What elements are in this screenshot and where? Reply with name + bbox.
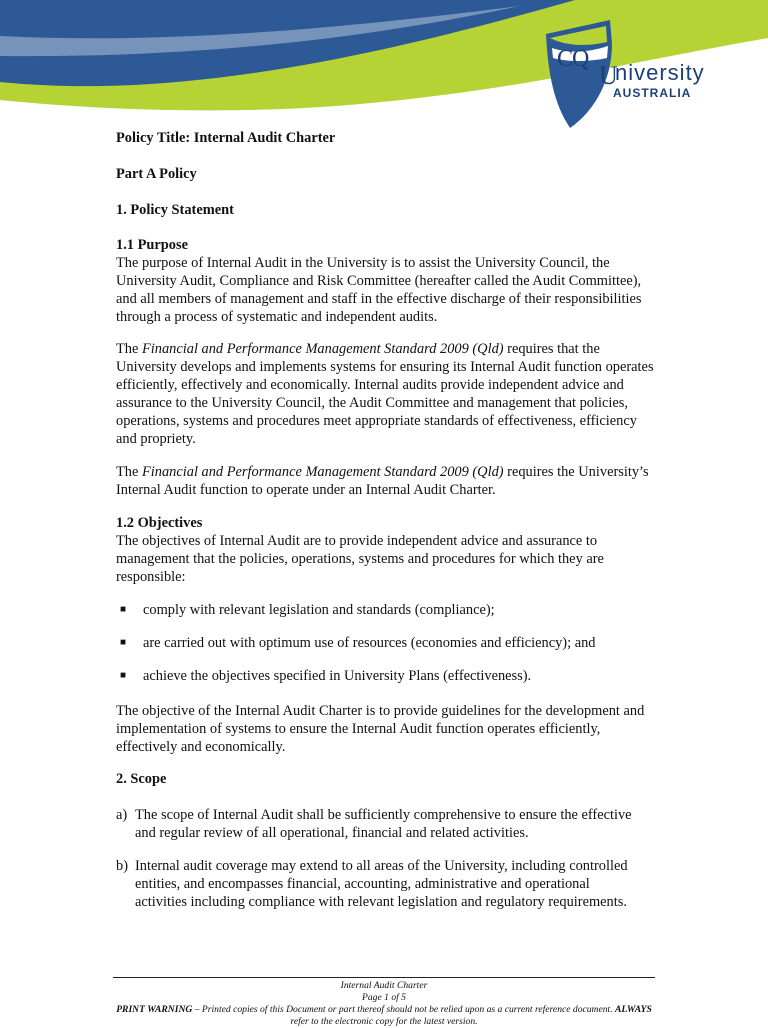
footer-page-number: Page 1 of 5 [362, 992, 406, 1003]
part-heading: Part A Policy [116, 166, 197, 182]
bullet-text: achieve the objectives specified in University Plans (effectiveness). [143, 668, 532, 684]
scope-item-text: The scope of Internal Audit shall be sufficiently comprehensive to ensure the effective and regular review of all operational, financial and related activities. [135, 807, 632, 841]
bullet-icon: ■ [120, 670, 127, 681]
footer-divider [113, 977, 655, 978]
purpose-paragraph: The purpose of Internal Audit in the University is to assist the University Council, the University Audit, Compliance and Risk Committee (hereafter called the Audit Committee), and all members of management and staff in the effective discharge of their responsibilities through a process of systematic and independent audits. [116, 255, 642, 325]
bullet-icon: ■ [120, 604, 127, 615]
fpms-p2-pre: The [116, 464, 142, 480]
footer-doc-title: Internal Audit Charter [340, 980, 428, 991]
section-2-heading: 2. Scope [116, 771, 167, 787]
fpms-p1-pre: The [116, 341, 142, 357]
bullet-text: are carried out with optimum use of resources (economies and efficiency); and [143, 635, 596, 651]
policy-title: Policy Title: Internal Audit Charter [116, 130, 336, 146]
logo-niversity-text: niversity [615, 60, 705, 85]
fpms-paragraph-1 [116, 340, 656, 448]
page-footer [113, 980, 655, 1028]
fpms-p2-post: requires the University’s Internal Audit function to operate under an Internal Audit Charter. [116, 464, 649, 498]
objectives-paragraph: The objectives of Internal Audit are to provide independent advice and assurance to management that the policies, operations, systems and procedures for which they are responsible: [116, 533, 604, 585]
bullet-icon: ■ [120, 637, 127, 648]
logo-australia-text: AUSTRALIA [613, 86, 692, 100]
print-warning-label: PRINT WARNING [116, 1004, 193, 1015]
scope-item-label: b) [116, 858, 128, 874]
print-warning-always: ALWAYS [615, 1004, 652, 1015]
print-warning-text: – Printed copies of this Document or part thereof should not be relied upon as a current reference document. [192, 1004, 616, 1015]
scope-item-text: Internal audit coverage may extend to all areas of the University, including controlled entities, and encompasses financial, accounting, administrative and operational activities including compliance with relevant legislation and regulatory requirements. [135, 858, 628, 910]
purpose-heading: 1.1 Purpose [116, 237, 188, 253]
footer-print-warning [113, 1004, 655, 1028]
scope-item-label: a) [116, 807, 128, 823]
bullet-text: comply with relevant legislation and standards (compliance); [143, 602, 495, 618]
objectives-heading: 1.2 Objectives [116, 515, 203, 531]
section-1-heading: 1. Policy Statement [116, 202, 234, 218]
fpms-p1-italic: Financial and Performance Management Standard 2009 (Qld) [141, 341, 504, 357]
fpms-paragraph-2 [116, 463, 656, 499]
logo-u-text: U [599, 61, 618, 90]
logo-cq-text: CQ [557, 46, 589, 72]
fpms-p1-post: requires that the University develops and implements systems for ensuring its Internal Audit function operates efficiently, effectively and economically. Internal audits provide independent advice and assurance to the University Council, the Audit Committee and management that policies, operations, systems and procedures meet appropriate standards of effectiveness, efficiency and propriety. [116, 341, 654, 447]
print-warning-tail: refer to the electronic copy for the latest version. [290, 1016, 478, 1027]
fpms-p2-italic: Financial and Performance Management Standard 2009 (Qld) [141, 464, 504, 480]
charter-objective-paragraph: The objective of the Internal Audit Charter is to provide guidelines for the development and implementation of systems to ensure the Internal Audit function operates efficiently, effectively and economically. [116, 703, 645, 755]
